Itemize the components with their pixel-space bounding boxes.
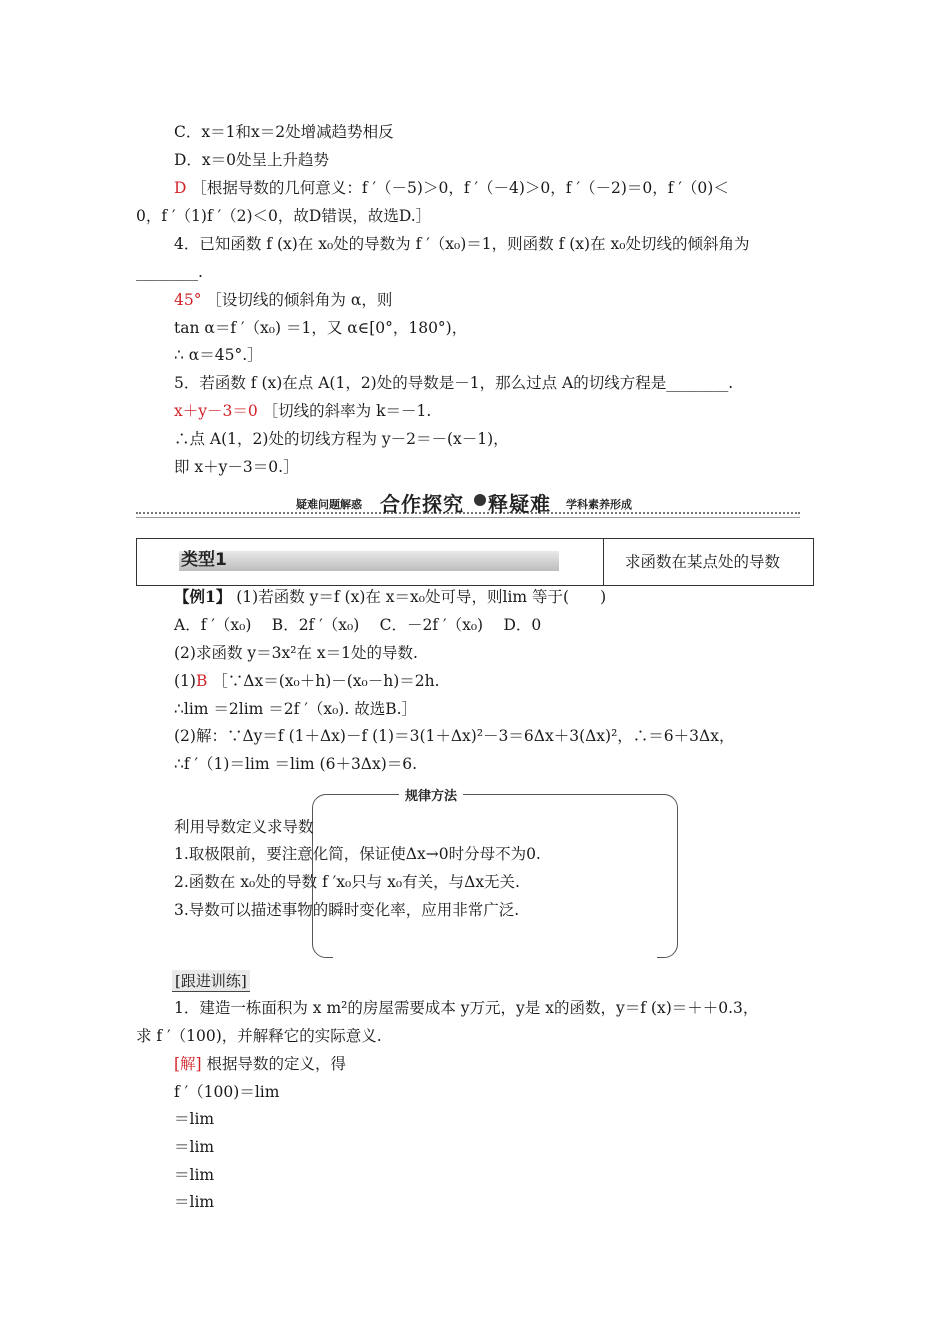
type-box-title: 求函数在某点处的导数 <box>625 553 781 571</box>
follow-derivation-5: ＝lim <box>174 1193 215 1211</box>
example-solution-2a: (2)解：∵Δy＝f (1＋Δx)－f (1)＝3(1＋Δx)²－3＝6Δx＋3(Δx)²，∴＝6＋3Δx， <box>174 727 735 745</box>
example-solution-2b: ∴f ′（1)＝lim ＝lim (6＋3Δx)＝6. <box>174 755 418 773</box>
banner-rule <box>136 517 800 518</box>
follow-problem-line2: 求 f ′（100)，并解释它的实际意义. <box>136 1027 382 1045</box>
answer-key-q3: D <box>174 179 187 197</box>
banner-left-label: 疑难问题解惑 <box>296 498 362 511</box>
follow-training-label: [跟进训练] <box>172 970 250 992</box>
type-tag: 类型1 <box>181 550 227 570</box>
example-label: 【例1】 <box>174 587 232 606</box>
follow-problem-line1: 1．建造一栋面积为 x m²的房屋需要成本 y万元，y是 x的函数，y＝f (x)＝＋＋0.3， <box>174 999 759 1017</box>
follow-solution-intro <box>174 1054 346 1074</box>
question-4-line1: 4．已知函数 f (x)在 x₀处的导数为 f ′（x₀)＝1，则函数 f (x)在 x₀处切线的倾斜角为 <box>174 235 750 253</box>
answer-key-q5: x＋y－3＝0 <box>174 402 258 420</box>
follow-derivation-2: ＝lim <box>174 1110 215 1128</box>
method-item-1: 1.取极限前，要注意化简，保证使Δx→0时分母不为0. <box>174 845 541 863</box>
answer-q3-text: ［根据导数的几何意义：f ′（－5)＞0，f ′（－4)＞0，f ′（－2)＝0，f ′（0)＜ <box>191 179 729 197</box>
method-header: 规律方法 <box>399 785 463 804</box>
answer-q4-line2: tan α＝f ′（x₀) ＝1，又 α∈[0°，180°)， <box>174 319 468 337</box>
answer-q3-line1 <box>174 178 729 198</box>
option-c-q3: C．x＝1和x＝2处增减趋势相反 <box>174 123 394 141</box>
banner-arrow-icon <box>474 494 486 506</box>
follow-derivation-4: ＝lim <box>174 1166 215 1184</box>
banner-title-part1: 合作探究 <box>380 492 464 516</box>
example-options: A．f ′（x₀) B．2f ′（x₀) C．－2f ′（x₀) D．0 <box>174 616 542 634</box>
answer-q5-line2: ∴点 A(1，2)处的切线方程为 y－2＝－(x－1)， <box>174 430 509 448</box>
example-solution-1a <box>174 671 440 691</box>
follow-derivation-3: ＝lim <box>174 1138 215 1156</box>
answer-q4-line3: ∴ α＝45°.］ <box>174 346 263 364</box>
solution-1-prefix: (1) <box>174 672 196 690</box>
answer-q5-line1 <box>174 401 431 421</box>
method-intro: 利用导数定义求导数 <box>174 818 314 836</box>
section-banner <box>136 492 800 522</box>
banner-title-part2: 释疑难 <box>488 492 551 516</box>
banner-divider <box>136 512 800 514</box>
type-box <box>136 538 814 586</box>
type-box-divider <box>603 539 604 585</box>
example-question-2: (2)求函数 y＝3x²在 x＝1处的导数. <box>174 644 418 662</box>
type-tag-bar <box>179 551 559 571</box>
answer-q4-text: ［设切线的倾斜角为 α，则 <box>206 291 393 309</box>
banner-right-label: 学科素养形成 <box>566 498 632 511</box>
answer-q3-line2: 0，f ′（1)f ′（2)＜0，故D错误，故选D.］ <box>136 207 432 225</box>
question-4-blank: ________. <box>136 263 203 281</box>
method-box-bottom-mask <box>333 955 657 959</box>
example-question-1 <box>174 587 606 607</box>
method-item-2: 2.函数在 x₀处的导数 f ′x₀只与 x₀有关，与Δx无关. <box>174 873 520 891</box>
example-q1-text: (1)若函数 y＝f (x)在 x＝x₀处可导，则lim 等于( ) <box>236 588 607 606</box>
answer-q5-line3: 即 x＋y－3＝0.］ <box>174 458 299 476</box>
solution-1-text: ［∵Δx＝(x₀＋h)－(x₀－h)＝2h. <box>212 672 440 690</box>
answer-key-q4: 45° <box>174 291 202 309</box>
solution-1-key: B <box>195 672 208 690</box>
answer-q5-text: ［切线的斜率为 k＝－1. <box>262 402 432 420</box>
follow-solution-key: [解] <box>174 1055 202 1073</box>
follow-derivation-1: f ′（100)＝lim <box>174 1083 280 1101</box>
example-solution-1b: ∴lim ＝2lim ＝2f ′（x₀). 故选B.］ <box>174 700 418 718</box>
answer-q4-line1 <box>174 290 392 310</box>
question-5: 5．若函数 f (x)在点 A(1，2)处的导数是－1，那么过点 A的切线方程是________. <box>174 374 734 392</box>
option-d-q3: D．x＝0处呈上升趋势 <box>174 151 330 169</box>
method-item-3: 3.导数可以描述事物的瞬时变化率，应用非常广泛. <box>174 901 520 919</box>
follow-solution-text: 根据导数的定义，得 <box>206 1055 347 1073</box>
